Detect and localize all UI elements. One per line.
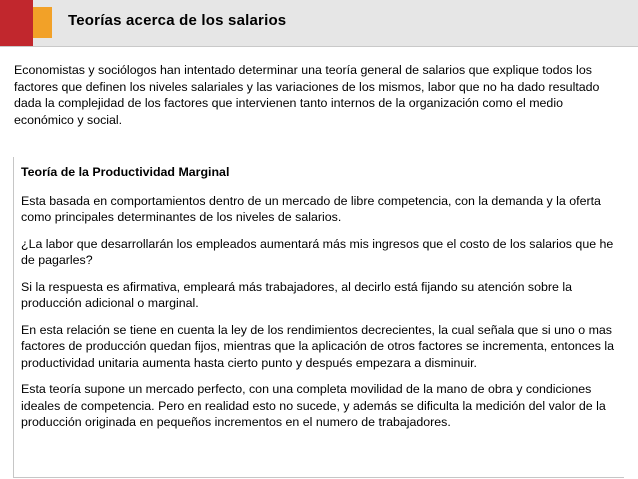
section-paragraph-answer: Si la respuesta es afirmativa, empleará más trabajadores, al decirlo está fijando su atención sobre la producción adicional o marginal. [21,279,572,310]
section-paragraph-question: ¿La labor que desarrollarán los empleados aumentará más mis ingresos que el costo de los salarios que he de pagarles? [21,236,614,267]
section-heading: Teoría de la Productividad Marginal [21,165,230,179]
section-paragraph-definition: Esta basada en comportamientos dentro de un mercado de libre competencia, con la demanda y la oferta como principales determinantes de los niveles de salarios. [21,193,601,224]
section-paragraph-diminishing-returns: En esta relación se tiene en cuenta la ley de los rendimientos decrecientes, la cual señala que si uno o mas factores de producción quedan fijos, mientras que la aplicación de otros factores se incrementa, entonces la productividad unitaria aumenta hasta cierto punto y después empezara a disminuir. [21,322,615,370]
red-accent-block [0,0,33,46]
productivity-section [13,157,624,478]
title-bar [0,0,638,47]
slide-title: Teorías acerca de los salarios [68,12,287,29]
orange-accent-square [33,7,52,38]
intro-paragraph: Economistas y sociólogos han intentado determinar una teoría general de salarios que explique todos los factores que definen los niveles salariales y las variaciones de los mismos, labor que no ha dado resultado dada la complejidad de los factores que intervienen tanto internos de la organización como el medio económico y social. [14,63,600,127]
section-paragraph-assumptions: Esta teoría supone un mercado perfecto, con una completa movilidad de la mano de obra y condiciones ideales de competencia. Pero en realidad esto no sucede, y además se dificulta la medición del valor de la producción originada en pequeños incrementos en el numero de trabajadores. [21,382,606,429]
